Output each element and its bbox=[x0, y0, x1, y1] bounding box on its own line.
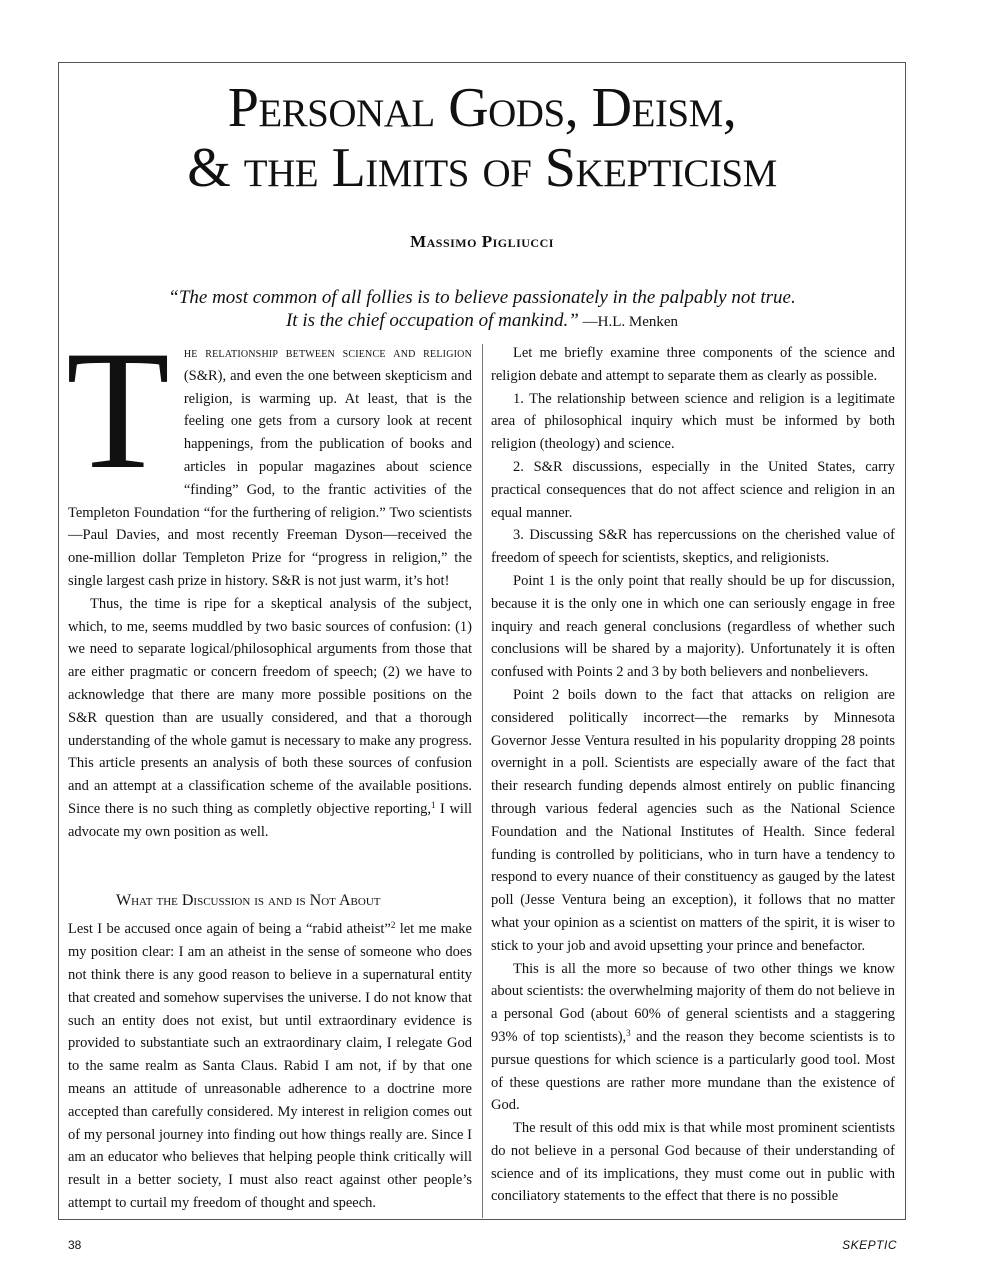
author-byline: Massimo Pigliucci bbox=[410, 232, 554, 251]
paragraph: Let me briefly examine three components of the science and religion debate and attempt to separate them as clearly as possible. bbox=[491, 345, 895, 384]
article-title bbox=[58, 78, 906, 198]
paragraph-text: Thus, the time is ripe for a skeptical analysis of the subject, which, to me, seems muddled by two basic sources of confusion: (1) we need to separate logical/philosophical arguments from those that are either pragmatic or concern freedom of speech; (2) we have to acknowledge that there are many more possible positions on the S&R question than are usually considered, and that a thorough understanding of the whole gamut is necessary to make any progress. This article presents an analysis of both these sources of confusion and an attempt at a classification scheme of the available positions. Since there is no such thing as completly objective reporting, bbox=[68, 595, 472, 817]
paragraph-text: let me make my position clear: I am an atheist in the sense of someone who does not think there is any good reason to believe in a supernatural entity that created and somehow supervises the universe. I do not know that such an entity does not exist, but until extraordinary evidence is provided to substantiate such an extraordinary claim, I relegate God to the same realm as Santa Claus. Rabid I am not, if by that one means an attitude of unreasonable adherence to a doctrine more accepted than carefully considered. My interest in religion comes out of my personal journey into finding out how things really are. Since I am an educator who believes that helping people think critically will result in a better society, I must also react against other people’s attempt to curtail my freedom of thought and speech. bbox=[68, 921, 472, 1211]
paragraph-text: and the reason they become scientists is to pursue questions for which science is a particularly good tool. Most of these questions are rather more mundane than the existence of God. bbox=[491, 1028, 895, 1114]
drop-cap: T bbox=[66, 316, 170, 504]
epigraph-line-1: “The most common of all follies is to believe passionately in the palpably not true. bbox=[168, 287, 796, 308]
paragraph-text: This is all the more so because of two other things we know about scientists: the overwhelming majority of them do not believe in a personal God (about 60% of general scientists and a staggering 93% of top scientists), bbox=[491, 960, 895, 1045]
section-heading: What the Discussion is and is Not About bbox=[116, 891, 381, 909]
paragraph bbox=[491, 958, 895, 1118]
left-column bbox=[66, 316, 472, 1215]
lead-in: he relationship between science and religion bbox=[183, 345, 472, 361]
right-column bbox=[491, 342, 895, 1208]
footnote-ref: 2 bbox=[390, 920, 396, 931]
paragraph bbox=[66, 316, 472, 593]
paragraph-text: I will advocate my own position as well. bbox=[68, 800, 472, 840]
paragraph: 2. S&R discussions, especially in the United States, carry practical consequences that do not affect science and religion in an equal manner. bbox=[491, 458, 895, 521]
title-line-2: & the Limits of Skepticism bbox=[187, 137, 777, 199]
footnote-ref: 3 bbox=[626, 1027, 631, 1038]
paragraph: 3. Discussing S&R has repercussions on the cherished value of freedom of speech for scientists, skeptics, and religionists. bbox=[491, 527, 895, 567]
paragraph-text: (S&R), and even the one between skepticism and religion, is warming up. At least, that is the feeling one gets from a cursory look at recent happenings, from the publication of books and articles in popular magazines about science “finding” God, to the frantic activities of the Templeton Foundation “for the furthering of religion.” Two scientists—Paul Davies, and most recently Freeman Dyson—received the one-million dollar Templeton Prize for “progress in religion,” the single largest cash prize in history. S&R is not just warm, it’s hot! bbox=[68, 367, 472, 589]
footnote-ref: 1 bbox=[430, 799, 436, 810]
magazine-name: SKEPTIC bbox=[842, 1238, 897, 1252]
epigraph-attribution: —H.L. Menken bbox=[578, 314, 679, 330]
paragraph bbox=[68, 593, 472, 844]
paragraph: Point 1 is the only point that really should be up for discussion, because it is the only one in which one can seriously engage in free inquiry and reach general conclusions (regardless of whether such conclusions will be shared by a majority). Unfortunately it is often confused with Points 2 and 3 by both believers and nonbelievers. bbox=[491, 572, 895, 681]
title-line-1: Personal Gods, Deism, bbox=[227, 77, 737, 139]
epigraph-line-2: It is the chief occupation of mankind.” bbox=[285, 310, 579, 331]
paragraph: The result of this odd mix is that while most prominent scientists do not believe in a personal God because of their understanding of science and of its implications, they must come out in public with conciliatory statements to the effect that there is no possible bbox=[491, 1120, 895, 1205]
paragraph-text: Lest I be accused once again of being a “rabid atheist” bbox=[68, 921, 391, 938]
paragraph bbox=[68, 918, 472, 1214]
column-divider bbox=[482, 344, 483, 1218]
epigraph bbox=[58, 286, 906, 334]
paragraph: 1. The relationship between science and religion is a legitimate area of philosophical inquiry which must be informed by both religion (theology) and science. bbox=[491, 390, 895, 453]
paragraph: Point 2 boils down to the fact that attacks on religion are considered politically incorrect—the remarks by Minnesota Governor Jesse Ventura resulted in his popularity dropping 28 points overnight in a poll. Scientists are especially aware of the fact that their research funding depends almost entirely on public financing through various federal agencies such as the National Science Foundation and the National Institutes of Health. Since federal funding is controlled by politicians, who in turn have a tendency to respond to every nuance of their constituency as gauged by the latest poll (Jesse Ventura being an exception), it follows that no matter what your opinion as a scientist on matters of the spirit, it is wiser to stick to your job and avoid upsetting your prince and benefactor. bbox=[491, 686, 895, 954]
page-number: 38 bbox=[68, 1238, 82, 1252]
